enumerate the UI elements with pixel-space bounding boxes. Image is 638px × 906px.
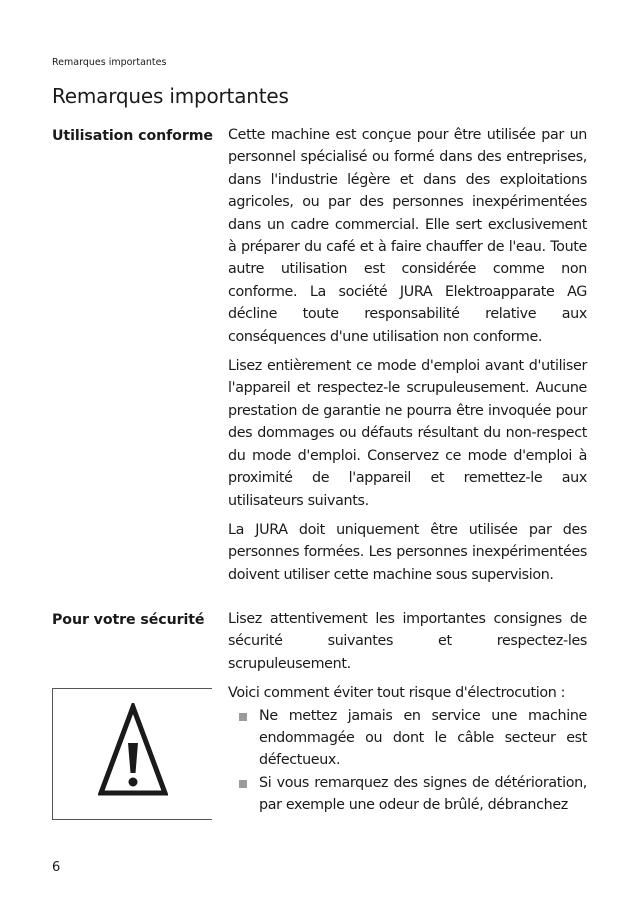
warning-triangle-icon xyxy=(98,703,168,799)
utilisation-paragraph-1: Cette machine est conçue pour être utilisée par un personnel spécialisé ou formé dans des entreprises, dans l'industrie légère et dans des exploitations agricoles, ou par des personnes inexpérimentées dans un cadre commercial. Elle sert exclusivement à préparer du café et à faire chauffer de l'eau. Toute autre utilisation est considérée comme non conforme. La société JURA Elektroapparate AG décline toute responsabilité relative aux conséquences d'une utilisation non conforme. xyxy=(228,127,587,345)
running-header: Remarques importantes xyxy=(52,57,167,68)
warning-box xyxy=(52,688,212,820)
section-body-utilisation xyxy=(228,124,587,593)
square-bullet-icon xyxy=(239,780,247,788)
list-item xyxy=(228,705,587,772)
list-item-text: Ne mettez jamais en service une machine endommagée ou dont le câble secteur est défectueux. xyxy=(259,707,587,769)
securite-intro: Lisez attentivement les importantes consignes de sécurité suivantes et respectez-les scrupuleusement. xyxy=(228,611,587,672)
utilisation-paragraph-3: La JURA doit uniquement être utilisée par des personnes formées. Les personnes inexpérimentées doivent utiliser cette machine sous supervision. xyxy=(228,521,587,583)
section-body-securite xyxy=(228,608,587,817)
list-item-text: Si vous remarquez des signes de détérioration, par exemple une odeur de brûlé, débranchez xyxy=(259,774,587,814)
section-label-securite: Pour votre sécurité xyxy=(52,612,205,628)
securite-bullet-list xyxy=(228,705,587,817)
square-bullet-icon xyxy=(239,713,247,721)
securite-lead: Voici comment éviter tout risque d'électrocution : xyxy=(228,685,566,702)
utilisation-paragraph-2: Lisez entièrement ce mode d'emploi avant d'utiliser l'appareil et respectez-le scrupuleusement. Aucune prestation de garantie ne pourra être invoquée pour des dommages ou défauts résultant du non-respect du mode d'emploi. Conservez ce mode d'emploi à proximité de l'appareil et remettez-le aux utilisateurs suivants. xyxy=(228,358,587,509)
page-number: 6 xyxy=(52,860,61,875)
section-label-utilisation: Utilisation conforme xyxy=(52,128,213,144)
page-title: Remarques importantes xyxy=(52,84,289,108)
list-item xyxy=(228,772,587,817)
